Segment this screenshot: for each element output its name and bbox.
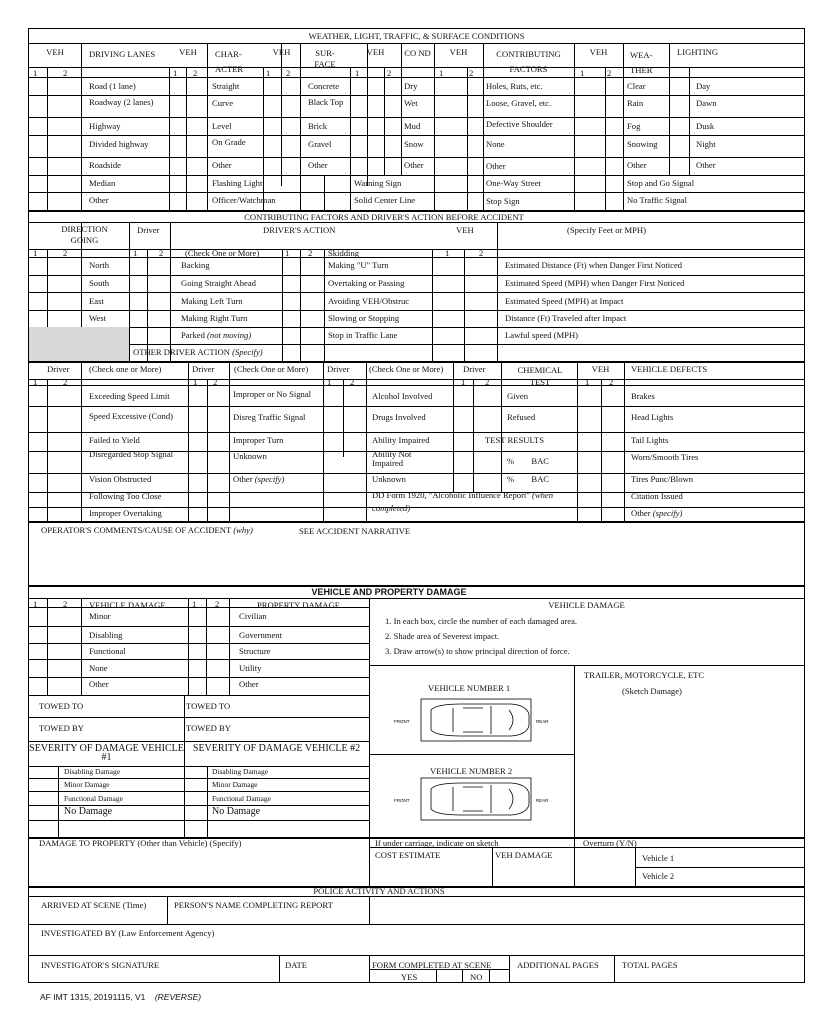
lane-item: Divided highway [89, 139, 149, 149]
col-1: 1 [355, 68, 360, 78]
arrived-at-scene-label: ARRIVED AT SCENE (Time) [41, 900, 147, 910]
defect-item: Tail Lights [631, 435, 669, 445]
additional-pages-label: ADDITIONAL PAGES [517, 960, 599, 970]
operator-comments-label: OPERATOR'S COMMENTS/CAUSE OF ACCIDENT (why) [41, 525, 253, 535]
surface-item: Black Top [308, 97, 344, 107]
check-one-label: (Check One or More) [369, 364, 444, 374]
col-1: 1 [33, 377, 38, 387]
sketch-damage-label: (Sketch Damage) [622, 686, 682, 696]
property-damage-item: Civilian [239, 611, 267, 621]
defect-item: Tires Punc/Blown [631, 474, 693, 484]
check-one-label: (Check One or More) [185, 248, 260, 258]
col-1: 1 [33, 68, 38, 78]
character-header: CHAR- ACTER [215, 49, 244, 74]
rear-label: REAR [536, 798, 549, 803]
col-2: 2 [485, 377, 490, 387]
action-item: Making Right Turn [181, 313, 248, 323]
cond-item: Wet [404, 98, 418, 108]
bac-item: % BAC [507, 456, 550, 466]
action-item: Stop in Traffic Lane [328, 330, 398, 340]
alcohol-item: Ability Not Impaired [372, 449, 412, 468]
vehicle-damage-item: None [89, 663, 108, 673]
defect-item: Head Lights [631, 412, 674, 422]
drivers-action-header: DRIVER'S ACTION [263, 225, 336, 235]
form-1920-label: DD Form 1920, "Alcoholic Influence Report" (when completed) [372, 490, 554, 513]
factor-item: Improper or No Signal [233, 389, 312, 399]
vehicle-damage-item: Other [89, 679, 109, 689]
surface-item: Other [308, 160, 328, 170]
cond-item: Dry [404, 81, 418, 91]
severity-item: No Damage [212, 806, 261, 817]
lane-item: Median [89, 178, 116, 188]
vehicle-damage-instructions-header: VEHICLE DAMAGE [548, 600, 625, 610]
factor-item: Improper Overtaking [89, 508, 162, 518]
estimate-item: Lawful speed (MPH) [505, 330, 579, 340]
contributing-item: One-Way Street [486, 178, 541, 188]
factor-item: Disreg Traffic Signal [233, 412, 306, 422]
veh-header-6: VEH [589, 47, 608, 57]
total-pages-label: TOTAL PAGES [622, 960, 678, 970]
action-item: Making "U" Turn [328, 260, 389, 270]
defect-item: Worn/Smooth Tires [631, 452, 699, 462]
weather-item: Rain [627, 98, 644, 108]
form-footer [40, 992, 201, 1002]
chemical-item: Given [507, 391, 529, 401]
lighting-item: Night [696, 139, 716, 149]
property-damage-header: PROPERTY DAMAGE [257, 600, 340, 610]
action-item: Going Straight Ahead [181, 278, 256, 288]
investigator-signature-label: INVESTIGATOR'S SIGNATURE [41, 960, 160, 970]
veh-header: VEH [46, 47, 64, 57]
cond-item: Other [404, 160, 424, 170]
instruction-item: 1. In each box, circle the number of each damaged area. [385, 616, 578, 626]
col-2: 2 [286, 68, 291, 78]
specify-header: (Specify Feet or MPH) [567, 225, 647, 235]
col-2: 2 [350, 377, 355, 387]
driver-header: Driver [327, 364, 350, 374]
factor-item: Other (specify) [233, 474, 285, 484]
surface-item: Gravel [308, 139, 332, 149]
severity-item: Disabling Damage [212, 767, 269, 776]
center-line-item: Solid Center Line [354, 195, 416, 205]
col-2: 2 [63, 68, 68, 78]
contributing-item: Other [486, 161, 506, 171]
lane-item: Road (1 lane) [89, 81, 136, 91]
no-option[interactable]: NO [470, 972, 483, 982]
factor-item: Vision Obstructed [89, 474, 152, 484]
see-narrative-label: SEE ACCIDENT NARRATIVE [299, 526, 411, 536]
severity-item: Minor Damage [212, 780, 258, 789]
factor-item: Speed Excessive (Cond) [89, 411, 174, 421]
lighting-header: LIGHTING [677, 47, 719, 57]
veh-header-4: VEH [366, 47, 385, 57]
contributing-item: Stop Sign [486, 196, 520, 206]
contributing-header: CONTRIBUTING FACTORS [496, 49, 561, 74]
weather-item: No Traffic Signal [627, 195, 688, 205]
vehicle-damage-item: Functional [89, 646, 126, 656]
test-results-label: TEST RESULTS [485, 435, 544, 445]
col-1: 1 [285, 248, 290, 258]
damage-section-title: VEHICLE AND PROPERTY DAMAGE [311, 587, 467, 597]
character-item: Curve [212, 98, 234, 108]
character-item: On Grade [212, 137, 246, 147]
vehicle-1-diagram-icon [391, 696, 561, 746]
surface-header: SUR- FACE [314, 48, 336, 69]
col-1: 1 [193, 377, 198, 387]
action-item: Slowing or Stopping [328, 313, 400, 323]
property-damage-item: Government [239, 630, 282, 640]
lighting-item: Dusk [696, 121, 715, 131]
cond-item: Snow [404, 139, 424, 149]
cost-estimate-label: COST ESTIMATE [375, 850, 441, 860]
weather-item: Stop and Go Signal [627, 178, 695, 188]
character-item: Officer/Watchman [212, 195, 276, 205]
form-completed-label: FORM COMPLETED AT SCENE [372, 960, 492, 970]
alcohol-item: Unknown [372, 474, 406, 484]
direction-item: North [89, 260, 110, 270]
vehicle-damage-item: Minor [89, 611, 111, 621]
col-2: 2 [607, 68, 612, 78]
surface-item: Concrete [308, 81, 340, 91]
date-label: DATE [285, 960, 307, 970]
parked-note: (not moving) [207, 330, 252, 340]
action-item: Parked (not moving) [181, 330, 252, 340]
col-2: 2 [215, 599, 220, 609]
check-one-label: (Check one or More) [89, 364, 162, 374]
lane-item: Highway [89, 121, 121, 131]
vehicle-number-1-label: VEHICLE NUMBER 1 [428, 683, 511, 693]
front-label: FRONT [394, 798, 410, 803]
severity-item: Disabling Damage [64, 767, 121, 776]
driver-action-title: CONTRIBUTING FACTORS AND DRIVER'S ACTION BEFORE ACCIDENT [244, 212, 524, 222]
towed-by-label-2: TOWED BY [186, 723, 231, 733]
weather-header: WEA- THER [630, 50, 653, 75]
property-damage-item: Structure [239, 646, 271, 656]
factor-item: Following Too Close [89, 491, 162, 501]
towed-by-label: TOWED BY [39, 723, 84, 733]
person-completing-label: PERSON'S NAME COMPLETING REPORT [174, 900, 333, 910]
under-carriage-label: If under carriage, indicate on sketch [375, 838, 499, 848]
col-1: 1 [266, 68, 271, 78]
bac-item: % BAC [507, 474, 550, 484]
vehicle-1-label: Vehicle 1 [642, 853, 675, 863]
front-label: FRONT [394, 719, 410, 724]
contributing-item: None [486, 139, 505, 149]
direction-item: West [89, 313, 106, 323]
veh-header: VEH [456, 225, 474, 235]
vehicle-2-label: Vehicle 2 [642, 871, 675, 881]
veh-damage-label: VEH DAMAGE [495, 850, 553, 860]
alcohol-item: Ability Impaired [372, 435, 430, 445]
col-1: 1 [445, 248, 450, 258]
accident-form-reverse [28, 28, 805, 983]
driver-header: Driver [463, 364, 486, 374]
veh-header-2: VEH [179, 47, 197, 57]
factor-item: Exceeding Speed Limit [89, 391, 170, 401]
lighting-item: Dawn [696, 98, 717, 108]
weather-section-title: WEATHER, LIGHT, TRAFFIC, & SURFACE CONDITIONS [308, 31, 525, 41]
vehicle-defects-header: VEHICLE DEFECTS [631, 364, 708, 374]
chemical-item: Refused [507, 412, 536, 422]
action-item: Backing [181, 260, 210, 270]
weather-item: Snowing [627, 139, 658, 149]
lighting-item: Day [696, 81, 711, 91]
contributing-item: Loose, Gravel, etc. [486, 98, 552, 108]
rear-label: REAR [536, 719, 549, 724]
form-id: AF IMT 1315, 20191115, V1 [40, 992, 146, 1002]
lane-item: Roadside [89, 160, 121, 170]
factor-item: Unknown [233, 451, 267, 461]
vehicle-damage-item: Disabling [89, 630, 123, 640]
reverse-label: (REVERSE) [154, 992, 202, 1002]
character-item: Other [212, 160, 232, 170]
col-1: 1 [439, 68, 444, 78]
towed-to-label-2: TOWED TO [186, 701, 231, 711]
col-1: 1 [327, 377, 332, 387]
weather-item: Other [627, 160, 647, 170]
lighting-item: Other [696, 160, 716, 170]
cond-item: Mud [404, 121, 421, 131]
driving-lanes-header: DRIVING LANES [89, 49, 156, 59]
severity-vehicle-1-header: SEVERITY OF DAMAGE VEHICLE #1 [29, 743, 184, 763]
col-1: 1 [33, 599, 38, 609]
action-item: Skidding [328, 248, 360, 258]
gray-shade [29, 327, 129, 361]
col-2: 2 [63, 599, 68, 609]
defect-item: Brakes [631, 391, 655, 401]
driver-header: Driver [137, 225, 160, 235]
yes-option[interactable]: YES [401, 972, 418, 982]
character-item: Flashing Light [212, 178, 263, 188]
col-1: 1 [133, 248, 138, 258]
chemical-test-header: CHEMICAL TEST [517, 365, 563, 387]
estimate-item: Estimated Speed (MPH) when Danger First Noticed [505, 278, 685, 288]
defect-item: Citation Issued [631, 491, 683, 501]
weather-item: Clear [627, 81, 646, 91]
severity-item: Minor Damage [64, 780, 110, 789]
direction-item: South [89, 278, 110, 288]
character-item: Level [212, 121, 232, 131]
cond-header: CO ND [404, 48, 431, 58]
driver-header: Driver [47, 364, 70, 374]
estimate-item: Distance (Ft) Traveled after Impact [505, 313, 627, 323]
col-2: 2 [63, 248, 68, 258]
direction-going-header: DIRECTION GOING [61, 224, 108, 245]
instruction-item: 3. Draw arrow(s) to show principal direction of force. [385, 646, 570, 656]
col-2: 2 [609, 377, 614, 387]
vehicle-number-2-label: VEHICLE NUMBER 2 [430, 766, 513, 776]
alcohol-item: Drugs Involved [372, 412, 426, 422]
col-2: 2 [63, 377, 68, 387]
character-item: Straight [212, 81, 240, 91]
veh-header-5: VEH [449, 47, 468, 57]
vehicle-damage-header: VEHICLE DAMAGE [89, 600, 166, 610]
estimate-item: Estimated Distance (Ft) when Danger First Noticed [505, 260, 683, 270]
investigated-by-label: INVESTIGATED BY (Law Enforcement Agency) [41, 928, 215, 938]
trailer-label: TRAILER, MOTORCYCLE, ETC [584, 670, 705, 680]
damage-to-property-label: DAMAGE TO PROPERTY (Other than Vehicle) (Specify) [39, 838, 242, 848]
check-one-label: (Check One or More) [234, 364, 309, 374]
warning-sign-item: Warning Sign [354, 178, 402, 188]
factor-item: Improper Turn [233, 435, 284, 445]
col-2: 2 [469, 68, 474, 78]
alcohol-item: Alcohol Involved [372, 391, 433, 401]
veh-header: VEH [591, 364, 610, 374]
property-damage-item: Utility [239, 663, 262, 673]
towed-to-label: TOWED TO [39, 701, 84, 711]
col-1: 1 [192, 599, 197, 609]
action-item: Making Left Turn [181, 296, 243, 306]
estimate-item: Estimated Speed (MPH) at Impact [505, 296, 624, 306]
severity-vehicle-2-header: SEVERITY OF DAMAGE VEHICLE #2 [192, 743, 361, 754]
col-2: 2 [213, 377, 218, 387]
col-2: 2 [159, 248, 164, 258]
lane-item: Other [89, 195, 109, 205]
factor-item: Failed to Yield [89, 435, 140, 445]
surface-item: Brick [308, 121, 328, 131]
col-2: 2 [308, 248, 313, 258]
veh-header-3: VEH [272, 47, 291, 57]
col-2: 2 [479, 248, 484, 258]
col-2: 2 [387, 68, 392, 78]
other-driver-action-label: OTHER DRIVER ACTION (Specify) [133, 347, 263, 357]
driver-header: Driver [192, 364, 215, 374]
col-2: 2 [193, 68, 198, 78]
severity-item: No Damage [64, 806, 113, 817]
factor-item: Disregarded Stop Signal [89, 449, 174, 459]
contributing-item: Defective Shoulder [486, 119, 553, 129]
contributing-item: Holes, Ruts, etc. [486, 81, 543, 91]
action-item: Avoiding VEH/Obstruc [328, 296, 410, 306]
col-1: 1 [173, 68, 178, 78]
severity-item: Functional Damage [212, 794, 271, 803]
instruction-item: 2. Shade area of Severest impact. [385, 631, 500, 641]
col-1: 1 [580, 68, 585, 78]
direction-item: East [89, 296, 104, 306]
overturn-label: Overturn (Y/N) [583, 838, 637, 848]
property-damage-item: Other [239, 679, 259, 689]
defect-item: Other (specify) [631, 508, 683, 518]
police-section-title: POLICE ACTIVITY AND ACTIONS [313, 886, 445, 896]
col-1: 1 [33, 248, 38, 258]
action-item: Overtaking or Passing [328, 278, 405, 288]
col-1: 1 [585, 377, 590, 387]
col-1: 1 [461, 377, 466, 387]
lane-item: Roadway (2 lanes) [89, 97, 154, 107]
severity-item: Functional Damage [64, 794, 123, 803]
vehicle-2-diagram-icon [391, 774, 561, 826]
weather-item: Fog [627, 121, 641, 131]
